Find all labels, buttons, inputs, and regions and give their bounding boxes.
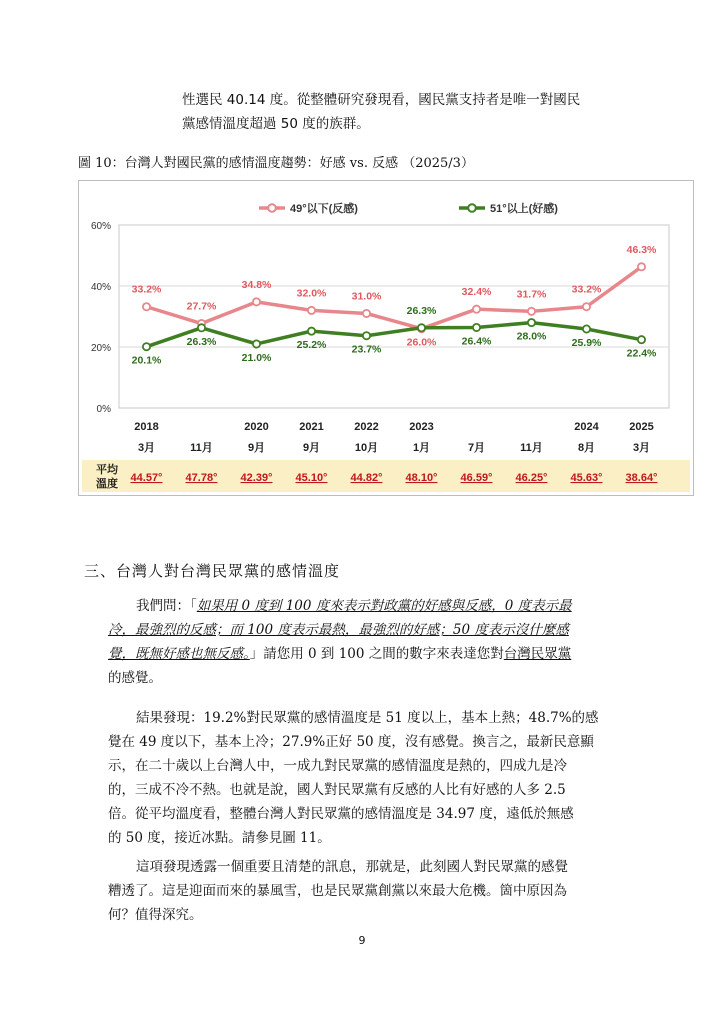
avg-temperature-value: 44.57° <box>130 472 163 484</box>
y-tick-label: 0% <box>96 404 111 415</box>
paragraph-line: 覺在 49 度以下，基本上冷；27.9%正好 50 度，沒有感覺。換言之，最新民意顯 <box>108 734 594 750</box>
data-label: 26.3% <box>406 304 437 317</box>
x-tick-year: 2024 <box>574 421 599 433</box>
avg-temperature-value: 44.82° <box>350 472 383 484</box>
data-label: 46.3% <box>626 243 657 256</box>
temperature-trend-chart <box>79 181 695 497</box>
x-tick-year: 2022 <box>354 421 379 433</box>
paragraph-text: 」請您用 0 到 100 之間的數字來表達您對 <box>249 646 504 662</box>
x-tick-year: 2023 <box>409 421 434 433</box>
findings-paragraph <box>108 706 618 850</box>
y-tick-label: 20% <box>90 343 111 354</box>
x-tick-month: 3月 <box>137 442 156 454</box>
quote-open: 我們問：「 <box>136 598 197 614</box>
data-label: 26.0% <box>406 336 437 349</box>
x-tick-year: 2025 <box>629 421 654 433</box>
paragraph-line: 糟透了。這是迎面而來的暴風雪，也是民眾黨創黨以來最大危機。箇中原因為 <box>108 883 567 899</box>
question-text: 如果用 0 度到 100 度來表示對政黨的好感與反感，0 度表示最 <box>196 598 572 614</box>
intro-paragraph <box>182 88 622 136</box>
paragraph-line <box>108 642 618 666</box>
avg-temperature-value: 38.64° <box>625 472 658 484</box>
data-label: 25.9% <box>571 337 602 350</box>
data-label: 31.7% <box>516 288 547 301</box>
paragraph-line: 倍。從平均溫度看，整體台灣人對民眾黨的感情溫度是 34.97 度，遠低於無感 <box>108 806 574 822</box>
x-tick-month: 9月 <box>247 442 266 454</box>
data-label: 22.4% <box>626 347 657 360</box>
data-point <box>418 324 425 331</box>
x-tick-month: 9月 <box>302 442 321 454</box>
data-label: 28.0% <box>516 330 547 343</box>
avg-temperature-value: 45.10° <box>295 472 328 484</box>
data-label: 23.7% <box>351 343 382 356</box>
series-line-0 <box>147 267 642 329</box>
data-label: 26.4% <box>461 335 492 348</box>
x-tick-month: 1月 <box>412 442 431 454</box>
plot-area <box>119 225 669 408</box>
data-point <box>363 310 370 317</box>
page-number: 9 <box>358 934 366 947</box>
intro-line: 黨感情溫度超過 50 度的族群。 <box>182 116 370 132</box>
data-point <box>143 303 150 310</box>
data-label: 21.0% <box>241 351 272 364</box>
conclusion-paragraph <box>108 855 618 927</box>
x-tick-month: 10月 <box>354 442 379 454</box>
data-point <box>308 328 315 335</box>
data-point <box>308 307 315 314</box>
figure-caption: 圖 10：台灣人對國民黨的感情溫度趨勢：好感 vs. 反感 （2025/3） <box>78 156 474 171</box>
data-point <box>143 343 150 350</box>
legend-swatch-marker <box>268 204 276 212</box>
data-point <box>253 298 260 305</box>
data-point <box>363 332 370 339</box>
avg-temperature-value: 47.78° <box>185 472 218 484</box>
paragraph-line: 的 50 度，接近冰點。請參見圖 11。 <box>108 830 331 846</box>
avg-temperature-value: 48.10° <box>405 472 438 484</box>
paragraph-line: 這項發現透露一個重要且清楚的訊息，那就是，此刻國人對民眾黨的感覺 <box>136 859 568 875</box>
chart-frame <box>78 180 694 496</box>
section-title: 三、台灣人對台灣民眾黨的感情溫度 <box>84 562 341 580</box>
paragraph-line: 示，在二十歲以上台灣人中，一成九對民眾黨的感情溫度是熱的，四成九是冷 <box>108 758 567 774</box>
data-label: 20.1% <box>131 354 162 367</box>
data-label: 32.4% <box>461 286 492 299</box>
data-point <box>473 306 480 313</box>
data-point <box>638 336 645 343</box>
intro-line: 性選民 40.14 度。從整體研究發現看，國民黨支持者是唯一對國民 <box>182 92 581 108</box>
paragraph-line: 何？值得深究。 <box>108 907 203 923</box>
data-label: 25.2% <box>296 339 327 352</box>
x-tick-month: 11月 <box>190 442 213 454</box>
x-tick-month: 8月 <box>577 442 596 454</box>
question-text: 覺，既無好感也無反感。 <box>108 646 250 662</box>
data-point <box>528 308 535 315</box>
data-label: 33.2% <box>131 283 162 296</box>
data-label: 27.7% <box>186 300 217 313</box>
legend-label: 51°以上(好感) <box>490 203 558 215</box>
data-point <box>528 319 535 326</box>
data-label: 31.0% <box>351 290 382 303</box>
avg-temperature-value: 46.25° <box>515 472 548 484</box>
x-tick-month: 3月 <box>632 442 651 454</box>
paragraph-line: 的感覺。 <box>108 670 162 686</box>
data-label: 26.3% <box>186 335 217 348</box>
legend-swatch-marker <box>468 204 476 212</box>
x-tick-year: 2021 <box>299 421 324 433</box>
y-tick-label: 40% <box>90 282 111 293</box>
data-point <box>583 303 590 310</box>
party-name: 台灣民眾黨 <box>503 646 572 662</box>
x-tick-year: 2020 <box>244 421 269 433</box>
legend-label: 49°以下(反感) <box>290 203 358 215</box>
y-tick-label: 60% <box>90 221 111 232</box>
x-tick-year: 2018 <box>134 421 159 433</box>
data-point <box>198 324 205 331</box>
data-label: 33.2% <box>571 283 602 296</box>
x-tick-month: 7月 <box>467 442 486 454</box>
question-text: 冷，最強烈的反感；而 100 度表示最熱，最強烈的好感；50 度表示沒什麼感 <box>108 622 569 638</box>
data-label: 32.0% <box>296 287 327 300</box>
data-point <box>638 263 645 270</box>
paragraph-line: 的，三成不冷不熱。也就是說，國人對民眾黨有反感的人比有好感的人多 2.5 <box>108 782 566 798</box>
paragraph-line: 結果發現：19.2%對民眾黨的感情溫度是 51 度以上，基本上熱；48.7%的感 <box>136 710 599 726</box>
avg-temperature-value: 46.59° <box>460 472 493 484</box>
x-tick-month: 11月 <box>520 442 543 454</box>
avg-temperature-value: 45.63° <box>570 472 603 484</box>
question-paragraph <box>108 594 618 690</box>
data-point <box>253 340 260 347</box>
paragraph-line <box>108 618 618 642</box>
avg-temperature-value: 42.39° <box>240 472 273 484</box>
paragraph-line <box>108 594 618 618</box>
data-point <box>583 325 590 332</box>
data-label: 34.8% <box>241 278 272 291</box>
avg-row-header: 溫度 <box>96 478 118 490</box>
avg-row-header: 平均 <box>96 464 118 476</box>
data-point <box>473 324 480 331</box>
